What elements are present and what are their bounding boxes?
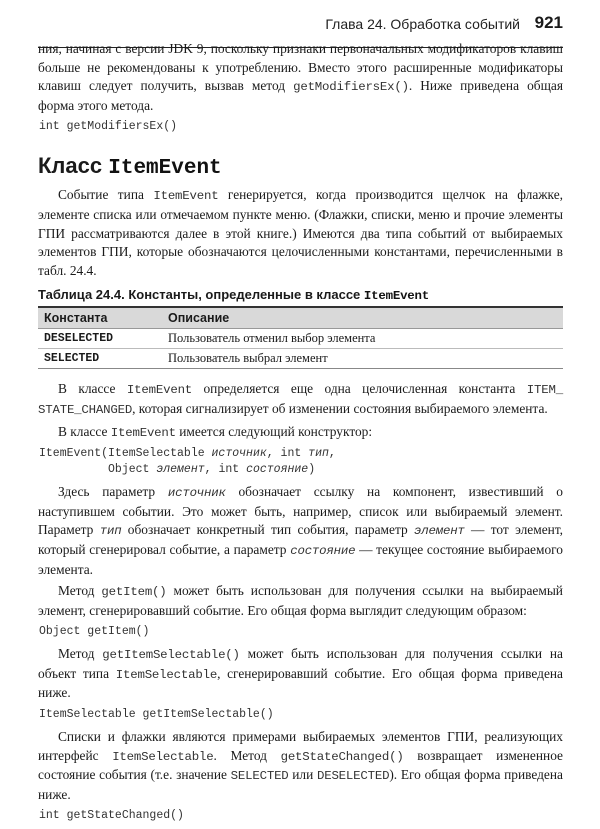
heading-text: Класс: [38, 153, 109, 179]
running-header: [0, 14, 600, 38]
paragraph-item-state-changed: [38, 380, 563, 419]
inline-code: ItemEvent: [153, 189, 219, 204]
text: В классе: [58, 423, 111, 439]
text: обозначает конкретный тип события, параметр: [121, 522, 415, 538]
table-row: [38, 349, 563, 369]
caption-class: ItemEvent: [363, 289, 430, 304]
paragraph-itemevent-intro: [38, 186, 563, 280]
paragraph-get-item-selectable: [38, 645, 563, 703]
code-constructor: ItemEvent(ItemSelectable источник, int тип, Object элемент, int состояние): [39, 447, 336, 477]
text: возвращает измененное состояние события (т.е. значение: [38, 747, 563, 783]
text: обозначает ссылку на компонент, известивший о наступившем событии. Это может быть, например, список или выбираемый элемент. Параметр: [38, 484, 564, 538]
text: . Метод: [213, 747, 281, 763]
section-heading: [38, 153, 563, 180]
code-get-item-selectable: ItemSelectable getItemSelectable(): [39, 708, 274, 722]
constants-table: [38, 306, 563, 369]
paragraph-constructor: [38, 423, 563, 443]
inline-code: источник: [167, 486, 226, 501]
inline-code: ItemSelectable: [115, 667, 218, 682]
table-caption: [38, 287, 563, 303]
inline-code: элемент: [414, 524, 465, 539]
code-get-modifiers-ex: int getModifiersEx(): [39, 120, 178, 134]
column-header: Константа: [38, 307, 162, 329]
text: может быть использован для получения ссылки на выбираемый элемент, сгенерировавший событие. Его общая форма выглядит следующим образом:: [38, 583, 563, 618]
text: или: [288, 767, 317, 783]
inline-code: DESELECTED: [316, 769, 390, 784]
inline-code: состояние: [290, 543, 356, 558]
inline-code: getModifiersEx(): [293, 80, 409, 95]
text: может быть использован для получения ссылки на объект типа: [38, 646, 563, 681]
text: , которая сигнализирует об изменении состояния выбираемого элемента.: [132, 400, 548, 416]
paragraph-get-item: [38, 582, 563, 620]
inline-code: ItemSelectable: [112, 749, 214, 764]
text: Метод: [58, 583, 102, 599]
text: ния, начиная с версии JDK 9, поскольку признаки первоначальных модификаторов клавиш больше не рекомендованы к употреблению. Вместо этого расширенные модификаторы клавиш следует получить, вызвав метод: [38, 41, 563, 94]
chapter-title: Глава 24. Обработка событий: [325, 16, 520, 32]
table-row: [38, 329, 563, 349]
paragraph-parameters: [38, 483, 563, 579]
code-get-item: Object getItem(): [39, 625, 150, 639]
inline-code: getItem(): [101, 585, 167, 600]
table-cell-description: Пользователь отменил выбор элемента: [162, 329, 563, 349]
text: имеется следующий конструктор:: [175, 423, 373, 439]
text: Списки и флажки являются примерами выбираемых элементов ГПИ, реализующих интерфейс: [38, 729, 563, 763]
text: В классе: [58, 381, 127, 397]
text: , сгенерировавший событие. Его общая форма приведена ниже.: [38, 665, 563, 701]
column-header: Описание: [162, 307, 563, 329]
inline-code: ITEM_ STATE_CHANGED: [38, 383, 563, 417]
text: Метод: [58, 646, 103, 662]
inline-code: тип: [99, 524, 122, 539]
paragraph-modifiers: [38, 40, 563, 115]
text: Событие типа: [58, 187, 154, 203]
text: — тот элемент, который сгенерировал событие, а параметр: [38, 522, 564, 557]
inline-code: getStateChanged(): [280, 749, 404, 764]
inline-code: getItemSelectable(): [102, 648, 240, 663]
heading-class-name: ItemEvent: [108, 157, 222, 181]
paragraph-get-state-changed: [38, 728, 563, 804]
text: . Ниже приведена общая форма этого метода.: [38, 78, 563, 113]
page-body: [38, 40, 563, 829]
text: ). Его общая форма приведена ниже.: [38, 767, 563, 802]
text: — текущее состояние выбираемого элемента.: [38, 541, 563, 577]
inline-code: ItemEvent: [126, 383, 193, 398]
table-cell-constant: DESELECTED: [38, 329, 162, 349]
page-number: 921: [534, 13, 563, 32]
text: Здесь параметр: [58, 484, 168, 500]
table-cell-constant: SELECTED: [38, 349, 162, 369]
text: определяется еще одна целочисленная константа: [192, 381, 527, 397]
code-get-state-changed: int getStateChanged(): [39, 809, 184, 823]
table-cell-description: Пользователь выбрал элемент: [162, 349, 563, 369]
inline-code: ItemEvent: [110, 425, 176, 440]
table-header-row: [38, 307, 563, 329]
inline-code: SELECTED: [230, 769, 289, 784]
text: генерируется, когда производится щелчок на флажке, элементе списка или отмечаемом пункте меню. (Флажки, списки, меню и прочие элементы ГПИ рассматриваются далее в этой книге.) Имеются два типа событий от выбираемых элементов ГПИ, которые обозначаются целочисленными константами, перечисленными в табл. 24.4.: [38, 187, 563, 278]
caption-text: Таблица 24.4. Константы, определенные в классе: [38, 287, 364, 303]
